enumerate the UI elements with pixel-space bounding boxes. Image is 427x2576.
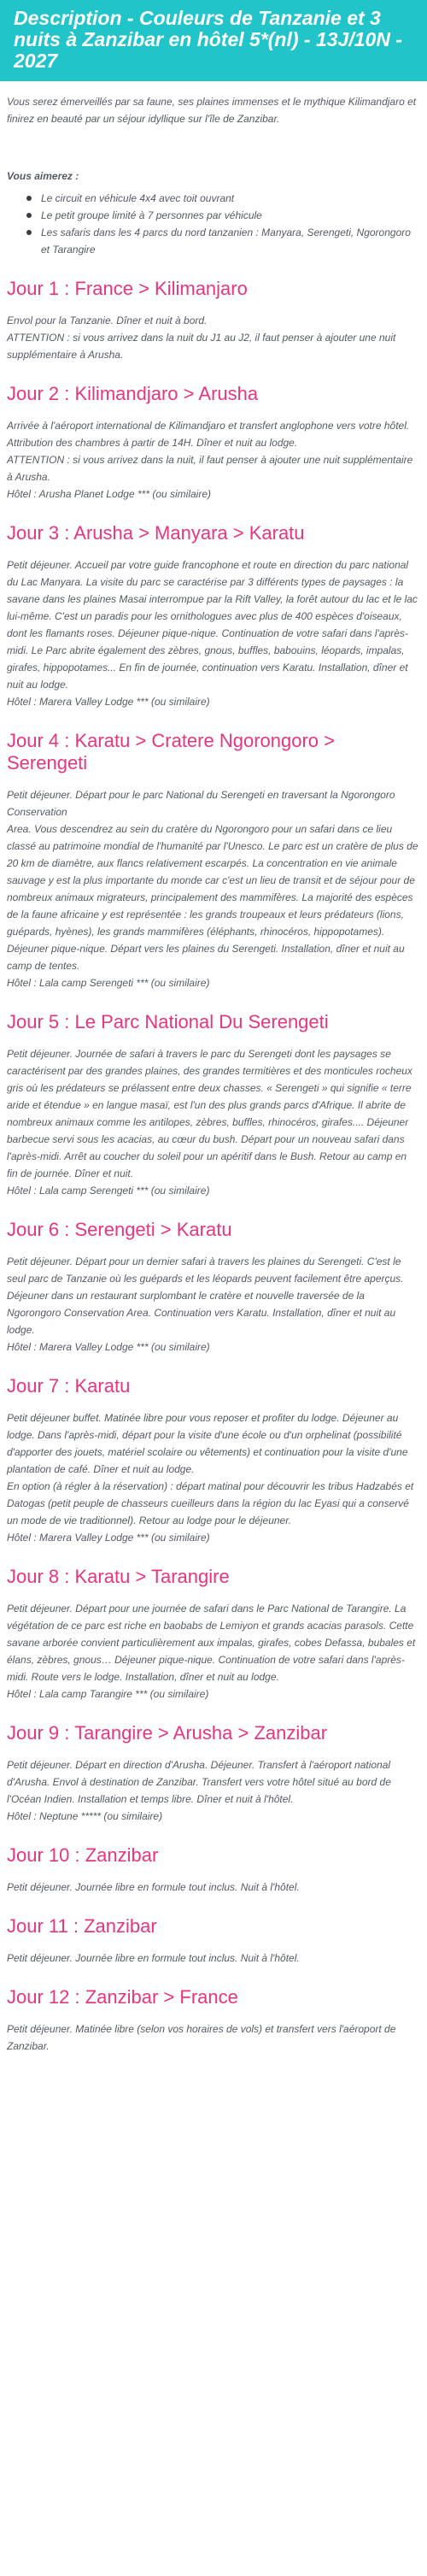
description-content — [0, 93, 427, 2075]
day-section — [7, 1566, 420, 1703]
day-description-line: Petit déjeuner. Journée de safari à travers le parc du Serengeti dont les paysages se caractérisent par des grandes plaines, des grandes termitières et des monticules rocheux gris où les prédateurs se prélassent entre deux chasses. « Serengeti » qui signifie « terre aride et étendue » en langue masaï, est l'un des plus grands parcs d'Afrique. Il abrite de nombreux animaux comme les antilopes, zèbres, buffles, rhinocéros, girafes.... Déjeuner barbecue servi sous les acacias, au cœur du bush. Départ pour un nouveau safari dans l'après-midi. Arrêt au coucher du soleil pour un apéritif dans le Bush. Retour au camp en fin de journée. Dîner et nuit. — [7, 1048, 412, 1179]
highlight-item: Les safaris dans les 4 parcs du nord tanzanien : Manyara, Serengeti, Ngorongoro et Tarangire — [41, 224, 420, 258]
day-section — [7, 730, 420, 991]
day-description-line: Hôtel : Marera Valley Lodge *** (ou similaire) — [7, 696, 210, 708]
day-section — [7, 1844, 420, 1896]
day-section — [7, 278, 420, 363]
day-description — [7, 312, 420, 363]
day-description-line: Petit déjeuner. Départ pour une journée de safari dans le Parc National de Tarangire. La végétation de ce parc est riche en baobabs de Lemiyon et grands acacias parasols. Cette savane arborée convient particulièrement aux impalas, girafes, cobes Defassa, bubales et élans, zèbres, gnous… Déjeuner pique-nique. Continuation de votre safari dans l'après-midi. Route vers le lodge. Installation, dîner et nuit au lodge. — [7, 1603, 416, 1683]
day-description-line: Petit déjeuner. Journée libre en formule tout inclus. Nuit à l'hôtel. — [7, 1952, 300, 1964]
day-description-line: Petit déjeuner. Matinée libre (selon vos horaires de vols) et transfert vers l'aéroport de Zanzibar. — [7, 2023, 396, 2052]
highlights-label: Vous aimerez : — [7, 170, 79, 182]
day-description-line: Hôtel : Lala camp Serengeti *** (ou similaire) — [7, 977, 210, 989]
day-description-line: Petit déjeuner. Départ pour le parc National du Serengeti en traversant la Ngorongoro Conservation — [7, 789, 395, 818]
day-description-line: Petit déjeuner. Journée libre en formule tout inclus. Nuit à l'hôtel. — [7, 1881, 300, 1893]
day-description-line: Hôtel : Arusha Planet Lodge *** (ou similaire) — [7, 488, 212, 500]
day-description-line: ATTENTION : si vous arrivez dans la nuit du J1 au J2, il faut penser à ajouter une nuit supplémentaire à Arusha. — [7, 332, 396, 361]
day-title: Jour 10 : Zanzibar — [7, 1844, 159, 1866]
day-description-line: Petit déjeuner. Accueil par votre guide francophone et route en direction du parc national du Lac Manyara. La visite du parc se caractérise par 3 différents types de paysages : la savane dans les plaines Masai interrompue par la Rift Valley, la forêt autour du lac et le lac lui-même. C'est un paradis pour les ornithologues avec plus de 400 espèces d'oiseaux, dont les flamants roses. Déjeuner pique-nique. Continuation de votre safari dans l'après-midi. Le Parc abrite également des zèbres, gnous, buffles, babouins, léopards, impalas, girafes, hippopotames... En fin de journée, continuation vers Karatu. Installation, dîner et nuit au lodge. — [7, 559, 418, 691]
day-description — [7, 1600, 420, 1703]
day-description — [7, 556, 420, 710]
intro-text: Vous serez émerveillés par sa faune, ses plaines immenses et le mythique Kilimandjaro et finirez en beauté par un séjour idyllique sur l'île de Zanzibar. — [7, 96, 417, 125]
highlights-list — [7, 190, 420, 258]
day-description-line: Petit déjeuner. Départ pour un dernier safari à travers les plaines du Serengeti. C'est le seul parc de Tanzanie où les guépards et les léopards peuvent facilement être aperçus. Déjeuner dans un restaurant surplombant le cratère et nouvelle traversée de la Ngorongoro Conservation Area. Continuation vers Karatu. Installation, dîner et nuit au lodge. — [7, 1256, 404, 1336]
day-description-line: Envol pour la Tanzanie. Dîner et nuit à bord. — [7, 315, 208, 326]
day-description-line: Hôtel : Lala camp Serengeti *** (ou similaire) — [7, 1185, 210, 1197]
day-title: Jour 7 : Karatu — [7, 1375, 131, 1397]
day-section — [7, 1375, 420, 1546]
day-section — [7, 1219, 420, 1356]
day-description-line: Petit déjeuner buffet. Matinée libre pour vous reposer et profiter du lodge. Déjeuner au lodge. Dans l'après-midi, départ pour la visite d'une école ou d'un orphelinat (possibilité d'apporter des jouets, matériel scolaire ou vêtements) et continuation pour la visite d'une plantation de café. Dîner et nuit au lodge. — [7, 1412, 408, 1475]
day-title: Jour 2 : Kilimandjaro > Arusha — [7, 383, 259, 404]
day-section — [7, 1986, 420, 2055]
day-description-line: Area. Vous descendrez au sein du cratère du Ngorongoro pour un safari dans ce lieu classé au patrimoine mondial de l'humanité par l'Unesco. Le parc est un cratère de plus de 20 km de diamètre, aux flancs relativement escarpés. La concentration en vie animale sauvage y est la plus importante du monde car c'est un lieu de transit et de séjour pour de nombreux animaux migrateurs, principalement des mammifères. La majorité des espèces de la faune africaine y est représentée : les grands troupeaux et leurs prédateurs (lions, guépards, hyènes), les grands mammifères (éléphants, rhinocéros, hippopotames). Déjeuner pique-nique. Départ vers les plaines du Serengeti. Installation, dîner et nuit au camp de tentes. — [7, 823, 418, 972]
day-description-line: Arrivée à l'aéroport international de Kilimandjaro et transfert anglophone vers votre hôtel. Attribution des chambres à partir de 14H. Dîner et nuit au lodge. — [7, 420, 410, 449]
day-description — [7, 1950, 420, 1967]
highlight-item: Le petit groupe limité à 7 personnes par véhicule — [41, 207, 420, 224]
day-title: Jour 6 : Serengeti > Karatu — [7, 1219, 232, 1240]
day-description — [7, 1409, 420, 1546]
day-description-line: Hôtel : Marera Valley Lodge *** (ou similaire) — [7, 1341, 210, 1353]
day-description — [7, 417, 420, 503]
day-description — [7, 1045, 420, 1199]
day-title: Jour 12 : Zanzibar > France — [7, 1986, 238, 2008]
day-description-line: En option (à régler à la réservation) : départ matinal pour découvrir les tribus Hadzabés et Datogas (petit peuple de chasseurs cueilleurs dans la région du lac Eyasi qui a conservé un mode de vie traditionnel). Retour au lodge pour le déjeuner. — [7, 1480, 414, 1526]
day-description-line: Hôtel : Lala camp Tarangire *** (ou similaire) — [7, 1688, 209, 1700]
day-description — [7, 1253, 420, 1356]
day-description — [7, 1879, 420, 1896]
day-section — [7, 1722, 420, 1825]
day-description — [7, 1756, 420, 1825]
day-title: Jour 4 : Karatu > Cratere Ngorongoro > Serengeti — [7, 730, 335, 773]
day-section — [7, 1915, 420, 1967]
highlight-item: Le circuit en véhicule 4x4 avec toit ouvrant — [41, 190, 420, 207]
day-section — [7, 383, 420, 503]
page-title: Description - Couleurs de Tanzanie et 3 nuits à Zanzibar en hôtel 5*(nl) - 13J/10N - 2027 — [14, 7, 402, 72]
day-section — [7, 1011, 420, 1199]
day-title: Jour 3 : Arusha > Manyara > Karatu — [7, 522, 305, 544]
itinerary — [7, 278, 420, 2055]
day-description-line: Hôtel : Neptune ***** (ou similaire) — [7, 1810, 163, 1822]
page-header — [0, 0, 427, 81]
day-title: Jour 8 : Karatu > Tarangire — [7, 1566, 230, 1587]
day-description-line: Petit déjeuner. Départ en direction d'Arusha. Déjeuner. Transfert à l'aéroport national d'Arusha. Envol à destination de Zanzibar. Transfert vers votre hôtel situé au bord de l'Océan Indien. Installation et temps libre. Dîner et nuit à l'hôtel. — [7, 1759, 391, 1805]
day-title: Jour 9 : Tarangire > Arusha > Zanzibar — [7, 1722, 328, 1744]
day-description-line: ATTENTION : si vous arrivez dans la nuit, il faut penser à ajouter une nuit supplémentaire à Arusha. — [7, 454, 413, 483]
day-description — [7, 786, 420, 991]
day-description — [7, 2020, 420, 2055]
day-section — [7, 522, 420, 710]
day-title: Jour 1 : France > Kilimanjaro — [7, 278, 248, 299]
day-description-line: Hôtel : Marera Valley Lodge *** (ou similaire) — [7, 1532, 210, 1544]
day-title: Jour 5 : Le Parc National Du Serengeti — [7, 1011, 329, 1032]
day-title: Jour 11 : Zanzibar — [7, 1915, 157, 1937]
